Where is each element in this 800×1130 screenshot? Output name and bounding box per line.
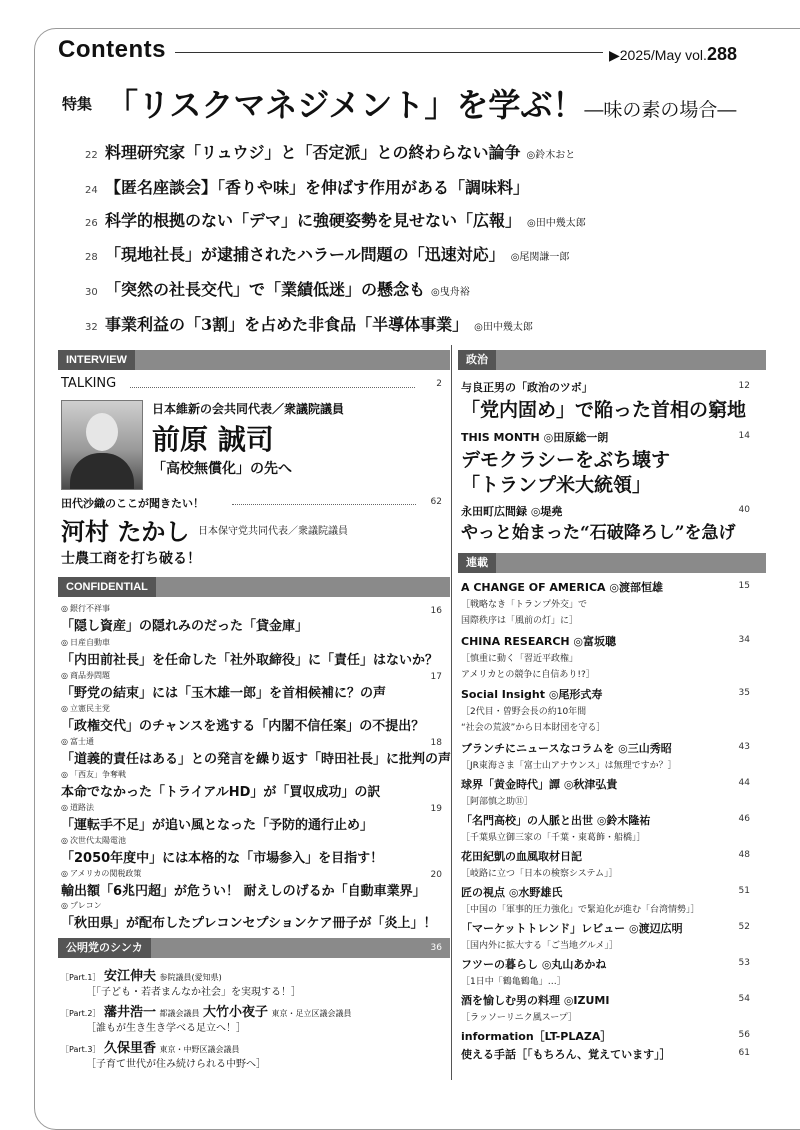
komeito-part[interactable] — [61, 1037, 239, 1056]
serial-head[interactable]: フツーの暮らし ◎丸山あかね — [461, 958, 607, 971]
politics-head: 永田町広間録 ◎堤堯 — [461, 505, 563, 518]
serial-head[interactable]: 球界「黄金時代」譚 ◎秋津弘貴 — [461, 778, 618, 791]
page-number: 19 — [430, 804, 442, 814]
interview-section-bar — [58, 350, 450, 370]
author: ◎曳舟裕 — [431, 287, 470, 298]
serial-sub: ［戦略なき「トランプ外交」で — [461, 600, 588, 610]
komeito-desc: ［誰もが生き生き学べる足立へ！］ — [86, 1023, 246, 1034]
page-number: 44 — [738, 778, 750, 788]
member-role: 参院議員(愛知県) — [159, 973, 222, 982]
page-number: 36 — [430, 943, 442, 953]
article-title: 料理研究家「リュウジ」と「否定派」との終わらない論争 — [105, 143, 521, 162]
confidential-category: ◎ プレコン — [61, 900, 102, 911]
feature-main-title: 「リスクマネジメント」を学ぶ！ — [106, 86, 585, 124]
politics-section-bar — [458, 350, 766, 370]
serial-sub: ［千葉県立御三家の「千葉・東葛飾・船橋」］ — [461, 833, 646, 843]
serial-head[interactable]: 匠の視点 ◎水野雄氏 — [461, 886, 563, 899]
confidential-title[interactable]: 「道義的責任はある」との発言を繰り返す「時田社長」に批判の声 — [61, 752, 452, 767]
page-number: 20 — [430, 870, 442, 880]
confidential-title[interactable]: 本命でなかった「トライアルHD」が「買収成功」の訳 — [61, 785, 381, 800]
confidential-title[interactable]: 「内田前社長」を任命した「社外取締役」に「責任」はないか？ — [61, 653, 439, 668]
page-number: 14 — [738, 431, 750, 441]
page-number: 2 — [436, 379, 442, 389]
page-number: 35 — [738, 688, 750, 698]
page-number: 22 — [85, 150, 98, 161]
serial-head[interactable]: 酒を愉しむ男の料理 ◎IZUMI — [461, 994, 610, 1007]
page-number: 17 — [430, 672, 442, 682]
serial-sub: ［ラッソーリニク風スープ］ — [461, 1013, 578, 1023]
confidential-title[interactable]: 「政権交代」のチャンスを逃する「内閣不信任案」の不提出？ — [61, 719, 425, 734]
page-number: 34 — [738, 635, 750, 645]
komeito-part[interactable] — [61, 965, 222, 984]
serial-head[interactable]: 「マーケットトレンド」レビュー ◎渡辺広明 — [461, 922, 683, 935]
page-number: 46 — [738, 814, 750, 824]
page-number: 18 — [430, 738, 442, 748]
interview-topic: 「高校無償化」の先へ — [152, 461, 292, 477]
confidential-category: ◎ アメリカの関税政策 — [61, 868, 141, 879]
confidential-section-bar — [58, 577, 450, 597]
article-title: 【匿名座談会】「香りや味」を伸ばす作用がある「調味料」 — [105, 178, 530, 197]
politics-title[interactable]: 「党内固め」で陥った首相の窮地 — [461, 399, 747, 421]
serial-sub: ［岐路に立つ「日本の検察システム」］ — [461, 869, 618, 879]
article-title: 「現地社長」が逮捕されたハラール問題の「迅速対応」 — [105, 245, 505, 264]
politics-title[interactable]: デモクラシーをぶち壊す — [461, 449, 671, 471]
serial-head[interactable]: Social Insight ◎尾形式寿 — [461, 688, 603, 701]
feature-item[interactable] — [85, 175, 535, 199]
leader-dots — [232, 504, 416, 505]
vol-label: vol. — [685, 47, 707, 63]
serial-head[interactable]: 「名門高校」の人脈と出世 ◎鈴木隆祐 — [461, 814, 651, 827]
serial-sub: ［1日中「鶴亀鶴亀」…］ — [461, 977, 566, 987]
feature-item[interactable] — [85, 208, 586, 232]
feature-item[interactable] — [85, 312, 533, 336]
serial-sub: 国際秩序は「風前の灯」に］ — [461, 616, 579, 626]
serial-head[interactable]: information［LT-PLAZA］ — [461, 1030, 612, 1043]
serial-head[interactable]: A CHANGE OF AMERICA ◎渡部恒雄 — [461, 581, 663, 594]
serial-sub: アメリカとの競争に自信あり!?］ — [461, 670, 595, 680]
feature-label: 特集 — [62, 95, 93, 113]
confidential-title[interactable]: 「野党の結束」には「玉木雄一郎」を首相候補に？の声 — [61, 686, 387, 701]
article-title: 科学的根拠のない「デマ」に強硬姿勢を見せない「広報」 — [105, 211, 522, 230]
politics-head: 与良正男の「政治のツボ」 — [461, 381, 593, 394]
page-number: 53 — [738, 958, 750, 968]
page-number: 48 — [738, 850, 750, 860]
member-name: 藩井浩一 — [103, 1005, 156, 1020]
confidential-category: ◎ 次世代太陽電池 — [61, 835, 126, 846]
serial-sub: “社会の荒波”から日本財団を守る］ — [461, 723, 606, 733]
serial-head[interactable]: 使える手話［「もちろん、覚えています」］ — [461, 1048, 671, 1061]
confidential-category: ◎ 銀行不祥事 — [61, 603, 110, 614]
issue-date: ▶2025/May — [609, 47, 682, 63]
serials-section-bar — [458, 553, 766, 573]
page-number: 61 — [738, 1048, 750, 1058]
talking-head[interactable]: TALKING — [61, 376, 117, 391]
page-number: 62 — [430, 497, 442, 507]
sub-interviewee-name[interactable]: 河村 たかし — [61, 517, 190, 546]
page-number: 54 — [738, 994, 750, 1004]
section-label: 公明党のシンカ — [58, 938, 151, 958]
interviewee-photo — [61, 400, 143, 490]
page-number: 28 — [85, 252, 98, 263]
page-number: 16 — [430, 606, 442, 616]
article-title: 事業利益の「3割」を占めた非食品「半導体事業」 — [105, 315, 469, 334]
member-name: 久保里香 — [103, 1041, 156, 1056]
page-number: 51 — [738, 886, 750, 896]
confidential-category: ◎ 商品券問題 — [61, 670, 110, 681]
page-number: 52 — [738, 922, 750, 932]
feature-item[interactable] — [85, 277, 470, 301]
section-label: INTERVIEW — [58, 350, 135, 370]
leader-dots — [130, 387, 415, 388]
page-number: 15 — [738, 581, 750, 591]
author: ◎尾関謙一郎 — [510, 252, 570, 263]
part-label: ［Part.1］ — [61, 973, 101, 982]
interviewee-name[interactable]: 前原 誠司 — [152, 423, 274, 456]
feature-item[interactable] — [85, 242, 569, 266]
section-label: 政治 — [458, 350, 496, 370]
page-number: 30 — [85, 287, 98, 298]
politics-title[interactable]: やっと始まった“石破降ろし”を急げ — [461, 523, 736, 543]
sub-interviewee-role: 日本保守党共同代表／衆議院議員 — [198, 526, 348, 537]
komeito-desc: ［子育て世代が住み続けられる中野へ］ — [86, 1059, 266, 1070]
serial-sub: ［阿部慎之助⑪］ — [461, 797, 534, 807]
vol-number: 288 — [706, 44, 737, 64]
member-role: 東京・足立区議会議員 — [271, 1009, 352, 1018]
article-title: 「突然の社長交代」で「業績低迷」の懸念も — [105, 280, 426, 299]
header-rule — [175, 52, 603, 53]
page-number: 26 — [85, 218, 98, 229]
komeito-desc: ［「子ども・若者まんなか社会」を実現する！］ — [86, 987, 301, 998]
part-label: ［Part.2］ — [61, 1009, 101, 1018]
confidential-category: ◎ 立憲民主党 — [61, 703, 110, 714]
column-divider — [451, 345, 452, 1080]
confidential-title[interactable]: 「隠し資産」の隠れみのだった「貸金庫」 — [61, 619, 309, 634]
serial-head[interactable]: ブランチにニュースなコラムを ◎三山秀昭 — [461, 742, 672, 755]
page-number: 43 — [738, 742, 750, 752]
page-number: 12 — [738, 381, 750, 391]
confidential-category: ◎ 日産自動車 — [61, 637, 110, 648]
confidential-title[interactable]: 「2050年度中」には本格的な「市場参入」を目指す！ — [61, 851, 384, 866]
komeito-part[interactable] — [61, 1001, 351, 1020]
confidential-category: ◎ 富士通 — [61, 736, 94, 747]
sub-interview-head[interactable]: 田代沙織のここが聞きたい！ — [61, 497, 204, 510]
feature-subtitle: ―味の素の場合― — [584, 99, 737, 121]
serial-sub: ［国内外に拡大する「ご当地グルメ」］ — [461, 941, 618, 951]
confidential-category: ◎ 「西友」争奪戦 — [61, 769, 126, 780]
sub-interview-topic: 士農工商を打ち破る！ — [61, 551, 201, 567]
feature-title[interactable] — [106, 80, 736, 126]
serial-sub: ［慎重に動く「習近平政権」 — [461, 654, 579, 664]
page-number: 40 — [738, 505, 750, 515]
serial-sub: ［中国の「軍事的圧力強化」で緊迫化が進む「台湾情勢」］ — [461, 905, 700, 915]
member-name: 安江伸夫 — [103, 969, 156, 984]
serial-sub: ［2代目・曽野会長の約10年間 — [461, 707, 587, 717]
author: ◎田中幾太郎 — [474, 322, 533, 333]
politics-title-line2[interactable]: 「トランプ米大統領」 — [461, 474, 652, 496]
politics-head: THIS MONTH ◎田原総一朗 — [461, 431, 609, 444]
serial-sub: ［JR東海さま「富士山アナウンス」は無理ですか？］ — [461, 761, 677, 771]
issue-info — [609, 44, 737, 65]
confidential-title[interactable]: 「秋田県」が配布したプレコンセプションケア冊子が「炎上」！ — [61, 916, 437, 931]
interviewee-role: 日本維新の会共同代表／衆議院議員 — [152, 402, 345, 416]
section-label: CONFIDENTIAL — [58, 577, 156, 597]
page-number: 32 — [85, 322, 98, 333]
page-number: 24 — [85, 185, 98, 196]
serial-head[interactable]: 花田紀凱の血風取材日記 — [461, 850, 582, 863]
confidential-category: ◎ 道路法 — [61, 802, 94, 813]
author: ◎田中幾太郎 — [527, 218, 586, 229]
confidential-title[interactable]: 輸出額「6兆円超」が危うい！ 耐えしのげるか「自動車業界」 — [61, 884, 426, 899]
page-number: 56 — [738, 1030, 750, 1040]
komeito-section-bar — [58, 938, 450, 958]
member-name: 大竹小夜子 — [202, 1005, 268, 1020]
author: ◎鈴木おと — [526, 150, 576, 161]
member-role: 東京・中野区議会議員 — [159, 1045, 240, 1054]
section-label: 連載 — [458, 553, 496, 573]
member-role: 都議会議員 — [159, 1009, 200, 1018]
feature-item[interactable] — [85, 140, 575, 164]
confidential-title[interactable]: 「運転手不足」が追い風となった「予防的通行止め」 — [61, 818, 374, 833]
part-label: ［Part.3］ — [61, 1045, 101, 1054]
serial-head[interactable]: CHINA RESEARCH ◎富坂聰 — [461, 635, 617, 648]
contents-title: Contents — [58, 36, 166, 63]
